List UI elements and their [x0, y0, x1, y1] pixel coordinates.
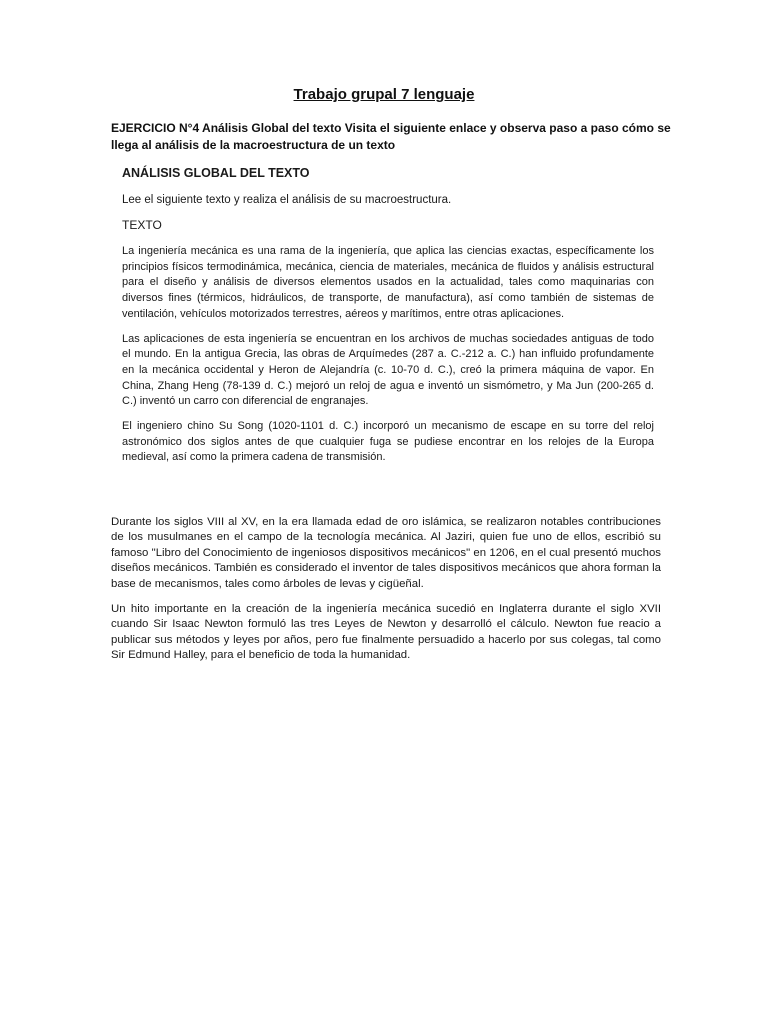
paragraph: Un hito importante en la creación de la ingeniería mecánica sucedió en Inglaterra durante el siglo XVII cuando Sir Isaac Newton formuló las tres Leyes de Newton y desarrolló el cálculo. Newton fue reacio a publicar sus métodos y leyes por años, pero fue finalmente persuadido a hacerlo por sus colegas, tal como Sir Edmund Halley, para el beneficio de toda la humanidad. [111, 603, 661, 662]
page-title: Trabajo grupal 7 lenguaje [293, 86, 475, 103]
scan-heading: ANÁLISIS GLOBAL DEL TEXTO [122, 166, 310, 180]
scan-subheading: TEXTO [122, 218, 162, 232]
scanned-text-image-1 [122, 166, 654, 475]
scan-instruction: Lee el siguiente texto y realiza el análisis de su macroestructura. [122, 194, 452, 206]
paragraph: El ingeniero chino Su Song (1020-1101 d. C.) incorporó un mecanismo de escape en su torre del reloj astronómico dos siglos antes de que cualquier fuga se pudiese encontrar en los relojes de la Europa medieval, así como la primera cadena de transmisión. [122, 420, 654, 464]
exercise-statement: EJERCICIO N°4 Análisis Global del texto Visita el siguiente enlace y observa paso a paso cómo se llega al análisis de la macroestructura de un texto [111, 121, 671, 152]
paragraph: Durante los siglos VIII al XV, en la era llamada edad de oro islámica, se realizaron notables contribuciones de los musulmanes en el campo de la tecnología mecánica. Al Jaziri, quien fue uno de ellos, escribió su famoso "Libro del Conocimiento de ingeniosos dispositivos mecánicos" en 1206, en el cual presentó muchos diseños mecánicos. También es considerado el inventor de tales dispositivos mecánicos que ahora forman la base de mecanismos, tales como árboles de levas y cigüeñal. [111, 516, 662, 590]
paragraph: Las aplicaciones de esta ingeniería se encuentran en los archivos de muchas sociedades antiguas de todo el mundo. En la antigua Grecia, las obras de Arquímedes (287 a. C.-212 a. C.) han influido profundamente en la mecánica occidental y Heron de Alejandría (c. 10-70 d. C.), creó la primera máquina de vapor. En China, Zhang Heng (78-139 d. C.) mejoró un reloj de agua e inventó un sismómetro, y Ma Jun (200-265 d. C.) inventó un carro con diferencial de engranajes. [122, 332, 654, 408]
scanned-text-image-2 [111, 515, 661, 674]
paragraph: La ingeniería mecánica es una rama de la ingeniería, que aplica las ciencias exactas, específicamente los principios físicos termodinámica, mecánica, ciencia de materiales, mecánica de fluidos y análisis estructural para el diseño y análisis de diversos elementos usados en la actualidad, tales como maquinarias con diversos fines (térmicos, hidráulicos, de transporte, de manufactura), así como también de sistemas de ventilación, vehículos motorizados terrestres, aéreos y marítimos, entre otras aplicaciones. [122, 245, 654, 320]
